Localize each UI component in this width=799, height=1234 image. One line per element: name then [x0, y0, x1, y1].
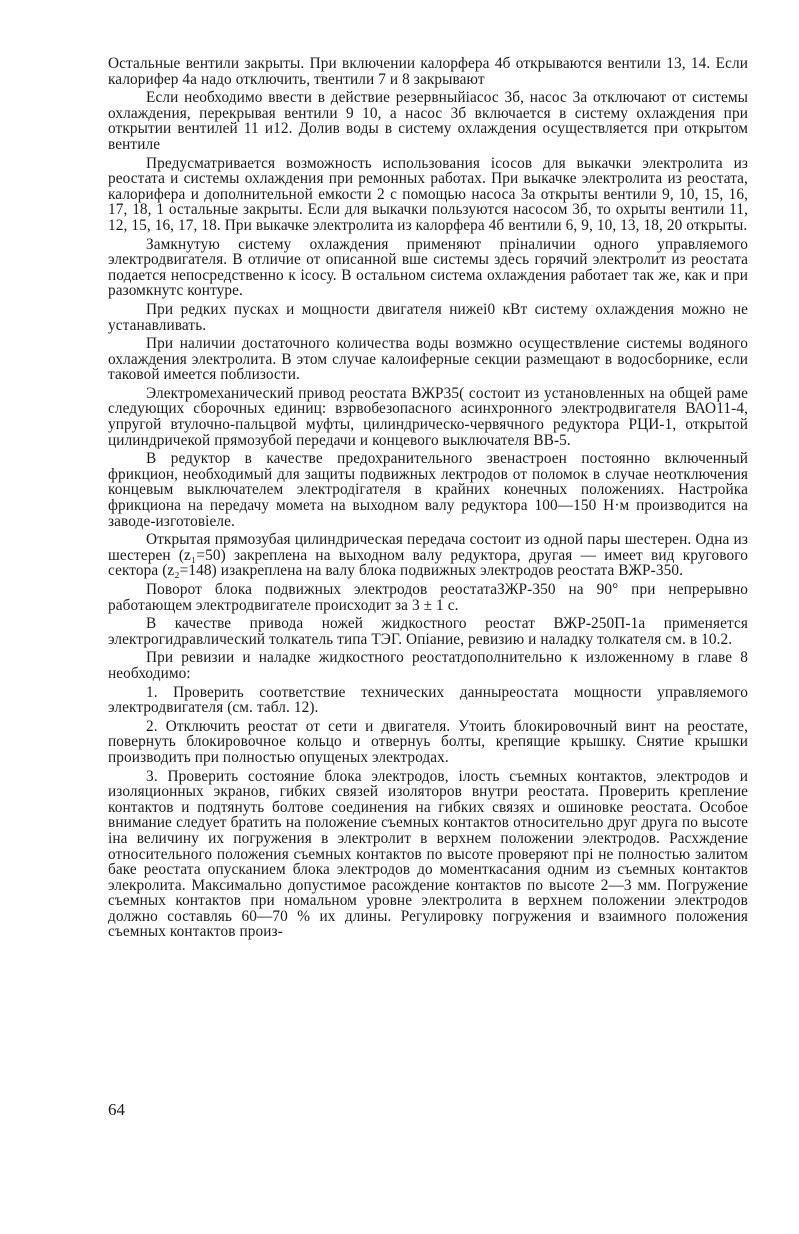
list-item-1: 1. Проверить соответствие технических данныреостата мощности управляемого электродвигателя (см. табл. 12).: [108, 683, 748, 717]
list-item-2: 2. Отключить реостат от сети и двигателя. Утоить блокировочный винт на реостате, повернуть блокировочное кольцо и отвернуь болты, крепящие крышку. Снятие крышки производить при полностью опущеных электродах.: [108, 717, 748, 766]
paragraph-3: Предусматривается возможность использования iсосов для выкачки электролита из реостата и системы охлаждения при ремонных работах. При выкачке электролита из реостата, калорифера и дополнительной емкости 2 с помощью насоса 3а открыты вентили 9, 10, 15, 16, 17, 18, 1 остальные закрыты. Если для выкачки пользуются насосом 3б, то охрыты вентили 11, 12, 15, 16, 17, 18. При выкачке электролита из калорфера 4б вентили 6, 9, 10, 13, 18, 20 открыты.: [108, 154, 748, 234]
paragraph-11: В качестве привода ножей жидкостного реостат ВЖР-250П-1а применяется электрогидравлический толкатель типа ТЭГ. Опiание, ревизию и наладку толкателя см. в 10.2.: [108, 615, 748, 648]
paragraph-10: Поворот блока подвижных электродов реостатаЗЖР-350 на 90° при непрерывно работающем электродвигателе происходит за 3 ± 1 с.: [108, 581, 748, 614]
paragraph-5: При редких пусках и мощности двигателя нижеi0 кВт систему охлаждения можно не устанавливать.: [108, 300, 748, 334]
paragraph-7: Электромеханический привод реостата ВЖР35( состоит из установленных на общей раме следующих сборочных единиц: взрвобезопасного асинхронного электродвигателя ВАО11-4, упругой втулочно-пальцвой муфты, цилиндрическо-червячного редуктора РЦИ-1, открытой цилиндричекой прямозубой передачи и концевого выключателя ВВ-5.: [108, 384, 748, 449]
paragraph-12: При ревизии и наладке жидкостного реостатдополнительно к изложенному в главе 8 необходимо:: [108, 649, 748, 682]
paragraph-6: При наличии достаточного количества воды возмжно осуществление системы водяного охлаждения электролита. В этом случае калоиферные секции размещают в водосборнике, если таковой имеется поблизости.: [108, 335, 748, 384]
page-number: 64: [108, 1100, 125, 1119]
page-body: [108, 56, 748, 943]
paragraph-2: Если необходимо ввести в действие резервныйiасос 3б, насос 3а отключают от системы охлаждения, перекрывая вентили 9 10, а насос 3б включается в систему охлаждения при открытии вентилей 11 и12. Долив воды в систему охлаждения осуществляется при открытом вентиле: [108, 89, 748, 153]
list-item-3: 3. Проверить состояние блока электродов, iлость съемных контактов, электродов и изоляционных экранов, гибких связей изоляторов внутри реостата. Проверить крепление контактов и подтянуть болтове соединения на гибких связях и ошиновке реостата. Особое внимание следует братить на положение съемных контактов относительно друг друга по высоте iна величину их погружения в электролит в верхнем положении электродов. Расхждение относительного положения съемных контактов по высоте проверяют прi не полностью залитом баке реостата опусканием блока электродов до моменткасания одним из съемных контактов элекролита. Максимально допустимое расождение контактов по высоте 2—3 мм. Погружение съемных контактов при номальном уровне электролита в верхнем положении электродов должно составляь 60—70 % их длины. Регулировку погружения и взаимного положения съемных контактов произ-: [108, 767, 748, 941]
paragraph-8: В редуктор в качестве предохранительного звенастроен постоянно включенный фрикцион, необходимый для защиты подвижных лектродов от поломок в случае неотключения концевым выключателем электродiгателя в крайних конечных положениях. Настройка фрикциона на передачу момета на выходном валу редуктора 100—150 Н·м производится на заводе-изготовiеле.: [108, 450, 748, 530]
paragraph-1: Остальные вентили закрыты. При включении калорфера 4б открываются вентили 13, 14. Если калорифер 4а надо отключить, твентили 7 и 8 закрывают: [108, 55, 748, 88]
paragraph-9: Открытая прямозубая цилиндрическая передача состоит из одной пары шестерен. Одна из шестерен (z₁=50) закреплена на выходном валу редуктора, другая — имеет вид кругового сектора (z₂=148) изакреплена на валу блока подвижных электродов реостата ВЖР-350.: [108, 531, 748, 580]
paragraph-4: Замкнутую систему охлаждения применяют прiналичии одного управляемого электродвигателя. В отличие от описанной вше системы здесь горячий электролит из реостата подается непосредственно к iсосу. В остальном система охлаждения работает так же, как и при разомкнутс контуре.: [108, 235, 748, 300]
